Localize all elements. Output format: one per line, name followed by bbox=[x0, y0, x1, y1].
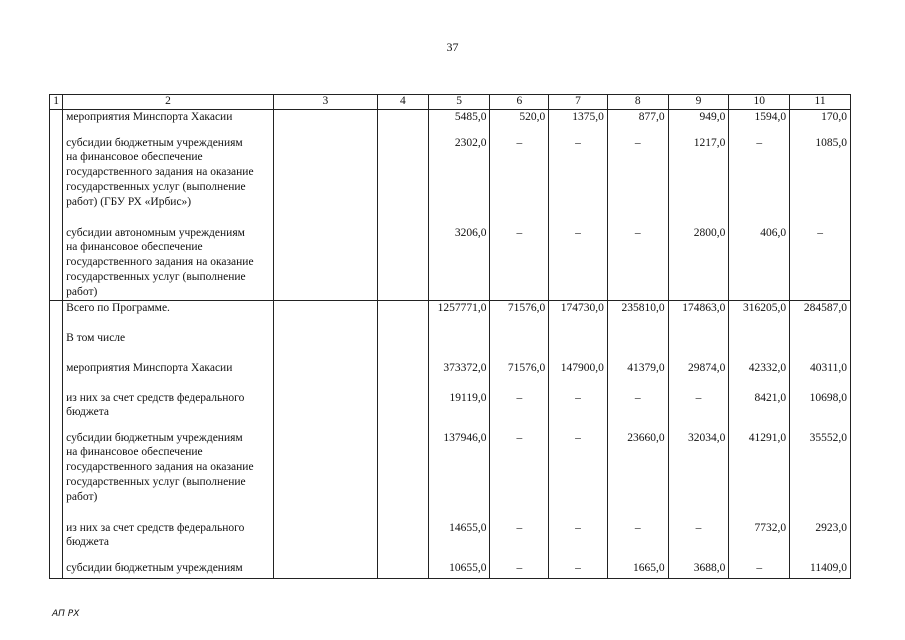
amount-cell: 10698,0 bbox=[790, 391, 851, 431]
code-cell-3 bbox=[273, 110, 377, 136]
row-name-line: на финансовое обеспечение bbox=[66, 151, 203, 164]
code-cell-3 bbox=[273, 226, 377, 301]
row-name-line: работ) bbox=[66, 490, 98, 503]
amount-cell: – bbox=[790, 226, 851, 301]
code-cell-4 bbox=[378, 391, 429, 431]
row-name-cell bbox=[63, 361, 274, 391]
amount-cell: – bbox=[490, 431, 549, 521]
column-header: 5 bbox=[428, 95, 490, 110]
code-cell-4 bbox=[378, 561, 429, 579]
code-cell-3 bbox=[273, 301, 377, 331]
code-cell-3 bbox=[273, 391, 377, 431]
amount-cell bbox=[428, 331, 490, 361]
amount-cell: – bbox=[729, 136, 790, 226]
row-name-line: государственного задания на оказание bbox=[66, 256, 254, 269]
amount-cell: – bbox=[668, 391, 729, 431]
row-name-cell bbox=[63, 226, 274, 301]
amount-cell: 5485,0 bbox=[428, 110, 490, 136]
amount-cell: 35552,0 bbox=[790, 431, 851, 521]
column-header: 11 bbox=[790, 95, 851, 110]
amount-cell: – bbox=[607, 391, 668, 431]
table-row bbox=[50, 521, 851, 561]
table-row bbox=[50, 431, 851, 521]
code-cell-3 bbox=[273, 136, 377, 226]
row-name-cell bbox=[63, 521, 274, 561]
amount-cell: – bbox=[490, 136, 549, 226]
amount-cell bbox=[490, 331, 549, 361]
code-cell-3 bbox=[273, 331, 377, 361]
column-header: 9 bbox=[668, 95, 729, 110]
amount-cell: 137946,0 bbox=[428, 431, 490, 521]
row-name-line: мероприятия Минспорта Хакасии bbox=[66, 361, 233, 374]
row-name-cell bbox=[63, 136, 274, 226]
code-cell-3 bbox=[273, 561, 377, 579]
column-header: 8 bbox=[607, 95, 668, 110]
row-name-line: на финансовое обеспечение bbox=[66, 241, 203, 254]
budget-table bbox=[49, 94, 851, 579]
amount-cell: 41379,0 bbox=[607, 361, 668, 391]
amount-cell: 41291,0 bbox=[729, 431, 790, 521]
row-name-cell bbox=[63, 301, 274, 331]
amount-cell: – bbox=[549, 391, 608, 431]
code-cell-4 bbox=[378, 331, 429, 361]
code-cell-4 bbox=[378, 136, 429, 226]
amount-cell: – bbox=[490, 521, 549, 561]
amount-cell: 2302,0 bbox=[428, 136, 490, 226]
code-cell-3 bbox=[273, 431, 377, 521]
row-name-cell bbox=[63, 431, 274, 521]
amount-cell: 42332,0 bbox=[729, 361, 790, 391]
row-number-cell bbox=[50, 521, 63, 561]
code-cell-3 bbox=[273, 521, 377, 561]
amount-cell: 949,0 bbox=[668, 110, 729, 136]
amount-cell: 2923,0 bbox=[790, 521, 851, 561]
row-name-cell bbox=[63, 391, 274, 431]
amount-cell: 14655,0 bbox=[428, 521, 490, 561]
table-row bbox=[50, 361, 851, 391]
amount-cell: 235810,0 bbox=[607, 301, 668, 331]
archive-stamp: АП РХ bbox=[52, 609, 80, 619]
amount-cell: – bbox=[549, 226, 608, 301]
amount-cell: – bbox=[549, 431, 608, 521]
table-row bbox=[50, 331, 851, 361]
amount-cell: – bbox=[729, 561, 790, 579]
column-header: 6 bbox=[490, 95, 549, 110]
amount-cell: 11409,0 bbox=[790, 561, 851, 579]
code-cell-3 bbox=[273, 361, 377, 391]
amount-cell: 373372,0 bbox=[428, 361, 490, 391]
amount-cell: 1217,0 bbox=[668, 136, 729, 226]
amount-cell bbox=[607, 331, 668, 361]
amount-cell: 32034,0 bbox=[668, 431, 729, 521]
amount-cell: – bbox=[607, 521, 668, 561]
row-name-line: государственных услуг (выполнение bbox=[66, 475, 246, 488]
row-number-cell bbox=[50, 301, 63, 331]
row-name-cell bbox=[63, 110, 274, 136]
row-name-line: работ) bbox=[66, 285, 98, 298]
amount-cell bbox=[729, 331, 790, 361]
amount-cell: 10655,0 bbox=[428, 561, 490, 579]
amount-cell: – bbox=[607, 136, 668, 226]
row-number-cell bbox=[50, 391, 63, 431]
row-name-line: на финансовое обеспечение bbox=[66, 446, 203, 459]
row-name-line: бюджета bbox=[66, 536, 110, 549]
amount-cell: – bbox=[490, 561, 549, 579]
code-cell-4 bbox=[378, 431, 429, 521]
column-header: 3 bbox=[273, 95, 377, 110]
amount-cell bbox=[668, 331, 729, 361]
amount-cell: – bbox=[490, 226, 549, 301]
table-row bbox=[50, 391, 851, 431]
amount-cell: 29874,0 bbox=[668, 361, 729, 391]
amount-cell: 1375,0 bbox=[549, 110, 608, 136]
amount-cell: – bbox=[668, 521, 729, 561]
amount-cell: 877,0 bbox=[607, 110, 668, 136]
row-name-line: государственного задания на оказание bbox=[66, 461, 254, 474]
row-name-line: субсидии бюджетным учреждениям bbox=[66, 136, 243, 149]
row-number-cell bbox=[50, 226, 63, 301]
page-number: 37 bbox=[446, 40, 459, 54]
row-name-cell bbox=[63, 561, 274, 579]
row-number-cell bbox=[50, 431, 63, 521]
table-row bbox=[50, 136, 851, 226]
amount-cell: 284587,0 bbox=[790, 301, 851, 331]
amount-cell: 520,0 bbox=[490, 110, 549, 136]
amount-cell: 170,0 bbox=[790, 110, 851, 136]
amount-cell: – bbox=[549, 561, 608, 579]
row-name-line: В том числе bbox=[66, 331, 126, 344]
amount-cell: – bbox=[607, 226, 668, 301]
column-header: 7 bbox=[549, 95, 608, 110]
row-name-line: государственных услуг (выполнение bbox=[66, 270, 246, 283]
row-name-line: государственных услуг (выполнение bbox=[66, 180, 246, 193]
code-cell-4 bbox=[378, 226, 429, 301]
amount-cell: 40311,0 bbox=[790, 361, 851, 391]
row-name-line: из них за счет средств федерального bbox=[66, 391, 245, 404]
column-header: 2 bbox=[63, 95, 274, 110]
amount-cell: 23660,0 bbox=[607, 431, 668, 521]
amount-cell: 19119,0 bbox=[428, 391, 490, 431]
amount-cell: 1257771,0 bbox=[428, 301, 490, 331]
amount-cell: 174863,0 bbox=[668, 301, 729, 331]
amount-cell bbox=[790, 331, 851, 361]
row-number-cell bbox=[50, 136, 63, 226]
table-row bbox=[50, 561, 851, 579]
column-number-row bbox=[50, 95, 851, 110]
row-name-line: бюджета bbox=[66, 406, 110, 419]
amount-cell: 1594,0 bbox=[729, 110, 790, 136]
amount-cell: 147900,0 bbox=[549, 361, 608, 391]
amount-cell: 406,0 bbox=[729, 226, 790, 301]
table-body bbox=[50, 110, 851, 579]
amount-cell: 1085,0 bbox=[790, 136, 851, 226]
row-number-cell bbox=[50, 561, 63, 579]
row-name-line: мероприятия Минспорта Хакасии bbox=[66, 111, 233, 123]
amount-cell: 316205,0 bbox=[729, 301, 790, 331]
column-header: 4 bbox=[378, 95, 429, 110]
amount-cell: 1665,0 bbox=[607, 561, 668, 579]
column-header: 10 bbox=[729, 95, 790, 110]
code-cell-4 bbox=[378, 301, 429, 331]
amount-cell: 71576,0 bbox=[490, 301, 549, 331]
column-header: 1 bbox=[50, 95, 63, 110]
row-name-line: субсидии бюджетным учреждениям bbox=[66, 431, 243, 444]
row-name-cell bbox=[63, 331, 274, 361]
row-name-line: государственного задания на оказание bbox=[66, 166, 254, 179]
amount-cell bbox=[549, 331, 608, 361]
table-row bbox=[50, 226, 851, 301]
amount-cell: – bbox=[490, 391, 549, 431]
row-name-line: из них за счет средств федерального bbox=[66, 521, 245, 534]
amount-cell: 71576,0 bbox=[490, 361, 549, 391]
row-name-line: Всего по Программе. bbox=[66, 302, 170, 314]
row-name-line: субсидии бюджетным учреждениям bbox=[66, 561, 243, 574]
row-name-line: работ) (ГБУ РХ «Ирбис») bbox=[66, 195, 192, 208]
row-number-cell bbox=[50, 361, 63, 391]
amount-cell: 3688,0 bbox=[668, 561, 729, 579]
amount-cell: – bbox=[549, 521, 608, 561]
row-number-cell bbox=[50, 110, 63, 136]
amount-cell: – bbox=[549, 136, 608, 226]
amount-cell: 8421,0 bbox=[729, 391, 790, 431]
row-name-line: субсидии автономным учреждениям bbox=[66, 226, 245, 239]
table-row bbox=[50, 110, 851, 136]
amount-cell: 174730,0 bbox=[549, 301, 608, 331]
code-cell-4 bbox=[378, 361, 429, 391]
row-number-cell bbox=[50, 331, 63, 361]
code-cell-4 bbox=[378, 521, 429, 561]
table-row bbox=[50, 301, 851, 331]
amount-cell: 2800,0 bbox=[668, 226, 729, 301]
amount-cell: 7732,0 bbox=[729, 521, 790, 561]
amount-cell: 3206,0 bbox=[428, 226, 490, 301]
code-cell-4 bbox=[378, 110, 429, 136]
